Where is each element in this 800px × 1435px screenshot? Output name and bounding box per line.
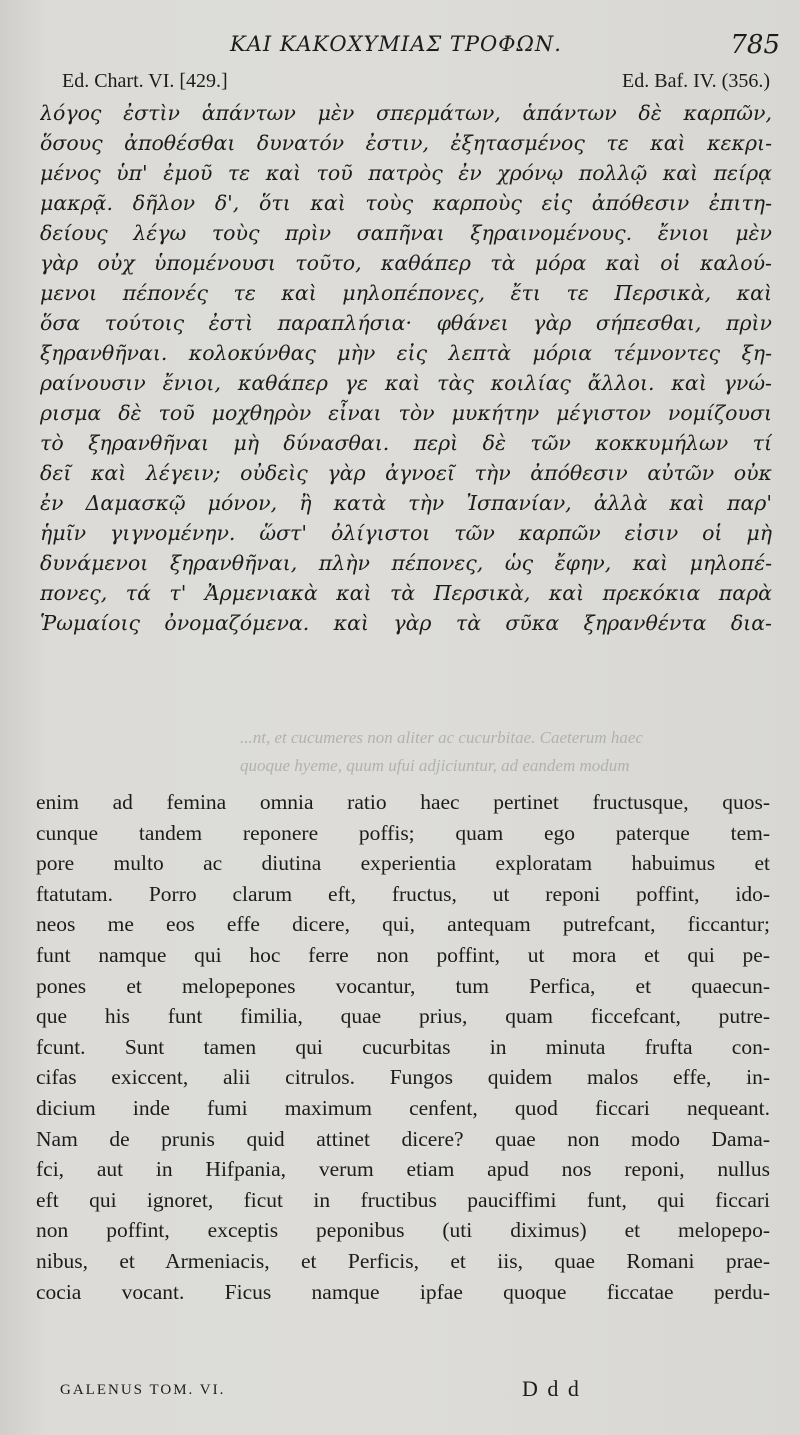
latin-line: neos me eos effe dicere, qui, antequam putrefcant, ficcantur; <box>36 912 770 937</box>
greek-line: ὅσα τούτοις ἐστὶ παραπλήσια· φθάνει γὰρ σήπεσθαι, πρὶν <box>40 311 772 335</box>
greek-line: λόγος ἐστὶν ἁπάντων μὲν σπερμάτων, ἁπάντων δὲ καρπῶν, <box>40 101 772 125</box>
greek-line: ρισμα δὲ τοῦ μοχθηρὸν εἶναι τὸν μυκήτην μέγιστον νομίζουσι <box>40 401 772 425</box>
greek-line: μακρᾷ. δῆλον δ', ὅτι καὶ τοὺς καρποὺς εἰς ἀπόθεσιν ἐπιτη- <box>40 191 772 215</box>
greek-line: ραίνουσιν ἔνιοι, καθάπερ γε καὶ τὰς κοιλίας ἄλλοι. καὶ γνώ- <box>40 371 772 395</box>
greek-line: δυνάμενοι ξηρανθῆναι, πλὴν πέπονες, ὡς ἔφην, καὶ μηλοπέ- <box>40 551 772 575</box>
bleed-through-line: ...nt, et cucumeres non aliter ac cucurbitae. Caeterum haec <box>240 728 644 747</box>
latin-line: pones et melopepones vocantur, tum Perfica, et quaecun- <box>36 973 770 998</box>
edition-reference-line <box>62 70 770 96</box>
running-title: ΚΑΙ ΚΑΚΟΧΥΜΙΑΣ ΤΡΟΦΩΝ. <box>230 32 562 56</box>
greek-line: δεῖ καὶ λέγειν; οὐδεὶς γὰρ ἀγνοεῖ τὴν ἀπόθεσιν αὐτῶν οὐκ <box>40 461 772 485</box>
greek-line: ὅσους ἀποθέσθαι δυνατόν ἐστιν, ἐξητασμένος τε καὶ κεκρι- <box>40 131 772 155</box>
latin-line: Nam de prunis quid attinet dicere? quae non modo Dama- <box>36 1126 770 1151</box>
running-head <box>60 30 780 60</box>
greek-line: γὰρ οὐχ ὑπομένουσι τοῦτο, καθάπερ τὰ μόρα καὶ οἱ καλού- <box>40 251 772 275</box>
latin-line: eft qui ignoret, ficut in fructibus pauciffimi funt, qui ficcari <box>36 1187 770 1212</box>
greek-line: Ῥωμαίοις ὀνομαζόμενα. καὶ γὰρ τὰ σῦκα ξηρανθέντα δια- <box>40 611 772 635</box>
greek-line: μενοι πέπονές τε καὶ μηλοπέπονες, ἔτι τε Περσικὰ, καὶ <box>40 281 772 305</box>
greek-line: πονες, τά τ' Ἀρμενιακὰ καὶ τὰ Περσικὰ, καὶ πρεκόκια παρὰ <box>40 581 772 605</box>
latin-line: non poffint, exceptis peponibus (uti diximus) et melopepo- <box>36 1218 770 1243</box>
greek-line: δείους λέγω τοὺς πρὶν σαπῆναι ξηραινομένους. ἔνιοι μὲν <box>40 221 772 245</box>
edition-chartier-ref: Ed. Chart. VI. [429.] <box>62 70 228 92</box>
page-number: 785 <box>730 30 780 60</box>
greek-line: ἐν Δαμασκῷ μόνον, ἢ κατὰ τὴν Ἰσπανίαν, ἀλλὰ καὶ παρ' <box>40 491 772 515</box>
greek-line: μένος ὑπ' ἐμοῦ τε καὶ τοῦ πατρὸς ἐν χρόνῳ πολλῷ καὶ πείρᾳ <box>40 161 772 185</box>
greek-line: ἡμῖν γιγνομένην. ὥστ' ὀλίγιστοι τῶν καρπῶν εἰσιν οἱ μὴ <box>40 521 772 545</box>
edition-basel-ref: Ed. Baf. IV. (356.) <box>622 70 770 92</box>
greek-text-block <box>40 98 772 638</box>
latin-line: que his funt fimilia, quae prius, quam ficcefcant, putre- <box>36 1004 770 1029</box>
latin-line: nibus, et Armeniacis, et Perficis, et iis, quae Romani prae- <box>36 1248 770 1273</box>
latin-line: pore multo ac diutina experientia exploratam habuimus et <box>36 851 770 876</box>
latin-line: fci, aut in Hifpania, verum etiam apud nos reponi, nullus <box>36 1157 770 1182</box>
latin-line: fcunt. Sunt tamen qui cucurbitas in minuta frufta con- <box>36 1034 770 1059</box>
latin-line: cunque tandem reponere poffis; quam ego paterque tem- <box>36 820 770 845</box>
page-footer <box>60 1376 600 1402</box>
latin-line: dicium inde fumi maximum cenfent, quod ficcari nequeant. <box>36 1095 770 1120</box>
greek-line: ξηρανθῆναι. κολοκύνθας μὴν εἰς λεπτὰ μόρια τέμνοντες ξη- <box>40 341 772 365</box>
latin-line: cifas exiccent, alii citrulos. Fungos quidem malos effe, in- <box>36 1065 770 1090</box>
latin-line: enim ad femina omnia ratio haec pertinet fructusque, quos- <box>36 790 770 814</box>
volume-signature: GALENUS TOM. VI. <box>60 1382 226 1398</box>
latin-line: funt namque qui hoc ferre non poffint, ut mora et qui pe- <box>36 942 770 967</box>
latin-text-block <box>36 787 770 1307</box>
signature-mark: D d d <box>522 1376 581 1401</box>
latin-line: cocia vocant. Ficus namque ipfae quoque ficcatae perdu- <box>36 1279 770 1304</box>
latin-line: ftatutam. Porro clarum eft, fructus, ut reponi poffint, ido- <box>36 881 770 906</box>
greek-line: τὸ ξηρανθῆναι μὴ δύνασθαι. περὶ δὲ τῶν κοκκυμήλων τί <box>40 431 772 455</box>
bleed-through-line: quoque hyeme, quum ufui adjiciuntur, ad eandem modum <box>240 756 630 775</box>
